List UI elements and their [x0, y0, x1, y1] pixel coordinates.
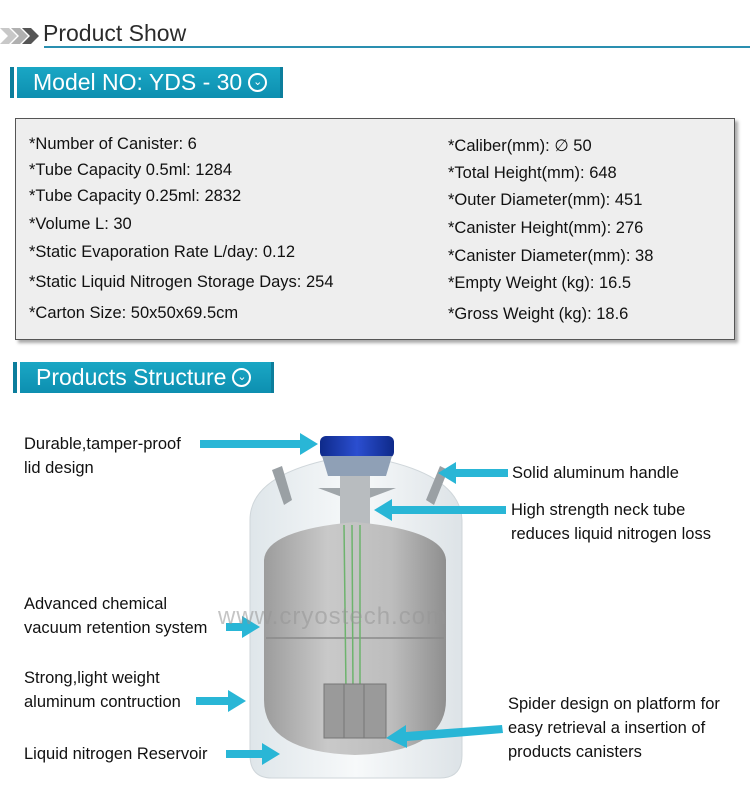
model-banner-label: Model NO: YDS - 30: [33, 69, 243, 95]
structure-banner[interactable]: [20, 362, 274, 393]
structure-banner-label: Products Structure: [36, 364, 227, 390]
spec-caliber: *Caliber(mm): ∅ 50: [448, 137, 592, 155]
spec-total-height: *Total Height(mm): 648: [448, 164, 617, 182]
watermark: www.cryostech.com: [218, 603, 448, 630]
spec-evaporation: *Static Evaporation Rate L/day: 0.12: [29, 243, 295, 261]
spec-gross-weight: *Gross Weight (kg): 18.6: [448, 305, 629, 323]
lid-cap: [320, 436, 394, 458]
spec-volume: *Volume L: 30: [29, 215, 132, 233]
label-aluminum: Strong,light weight aluminum contruction: [24, 669, 181, 711]
banner-tab: [13, 362, 17, 393]
label-reservoir: Liquid nitrogen Reservoir: [24, 745, 208, 763]
label-neck: High strength neck tube reduces liquid nitrogen loss: [511, 501, 711, 543]
label-handle: Solid aluminum handle: [512, 464, 679, 482]
chevron-down-circle-icon[interactable]: ⌄: [248, 73, 267, 92]
arrow-lid: [200, 433, 318, 455]
model-banner[interactable]: [17, 67, 283, 98]
lid-base: [322, 456, 392, 476]
canister: [324, 684, 386, 738]
spec-tube-025: *Tube Capacity 0.25ml: 2832: [29, 187, 242, 205]
chevron-down-circle-icon[interactable]: ⌄: [232, 368, 251, 387]
label-vacuum: Advanced chemical vacuum retention system: [24, 595, 208, 637]
spec-canisters: *Number of Canister: 6: [29, 135, 197, 153]
page-title: Product Show: [43, 20, 187, 46]
spec-panel: [15, 118, 735, 340]
label-spider: Spider design on platform for easy retrieval a insertion of products canisters: [508, 695, 720, 761]
label-lid: Durable,tamper-proof lid design: [24, 435, 181, 477]
spec-outer-diameter: *Outer Diameter(mm): 451: [448, 191, 643, 209]
arrow-handle: [438, 462, 508, 484]
header-divider: [44, 46, 750, 48]
banner-tab: [10, 67, 14, 98]
spec-tube-05: *Tube Capacity 0.5ml: 1284: [29, 161, 233, 179]
arrow-aluminum: [196, 690, 246, 712]
spec-storage-days: *Static Liquid Nitrogen Storage Days: 254: [29, 273, 334, 291]
spec-canister-height: *Canister Height(mm): 276: [448, 219, 644, 237]
spec-empty-weight: *Empty Weight (kg): 16.5: [448, 274, 632, 292]
spec-canister-diameter: *Canister Diameter(mm): 38: [448, 247, 654, 265]
spec-carton: *Carton Size: 50x50x69.5cm: [29, 304, 239, 322]
